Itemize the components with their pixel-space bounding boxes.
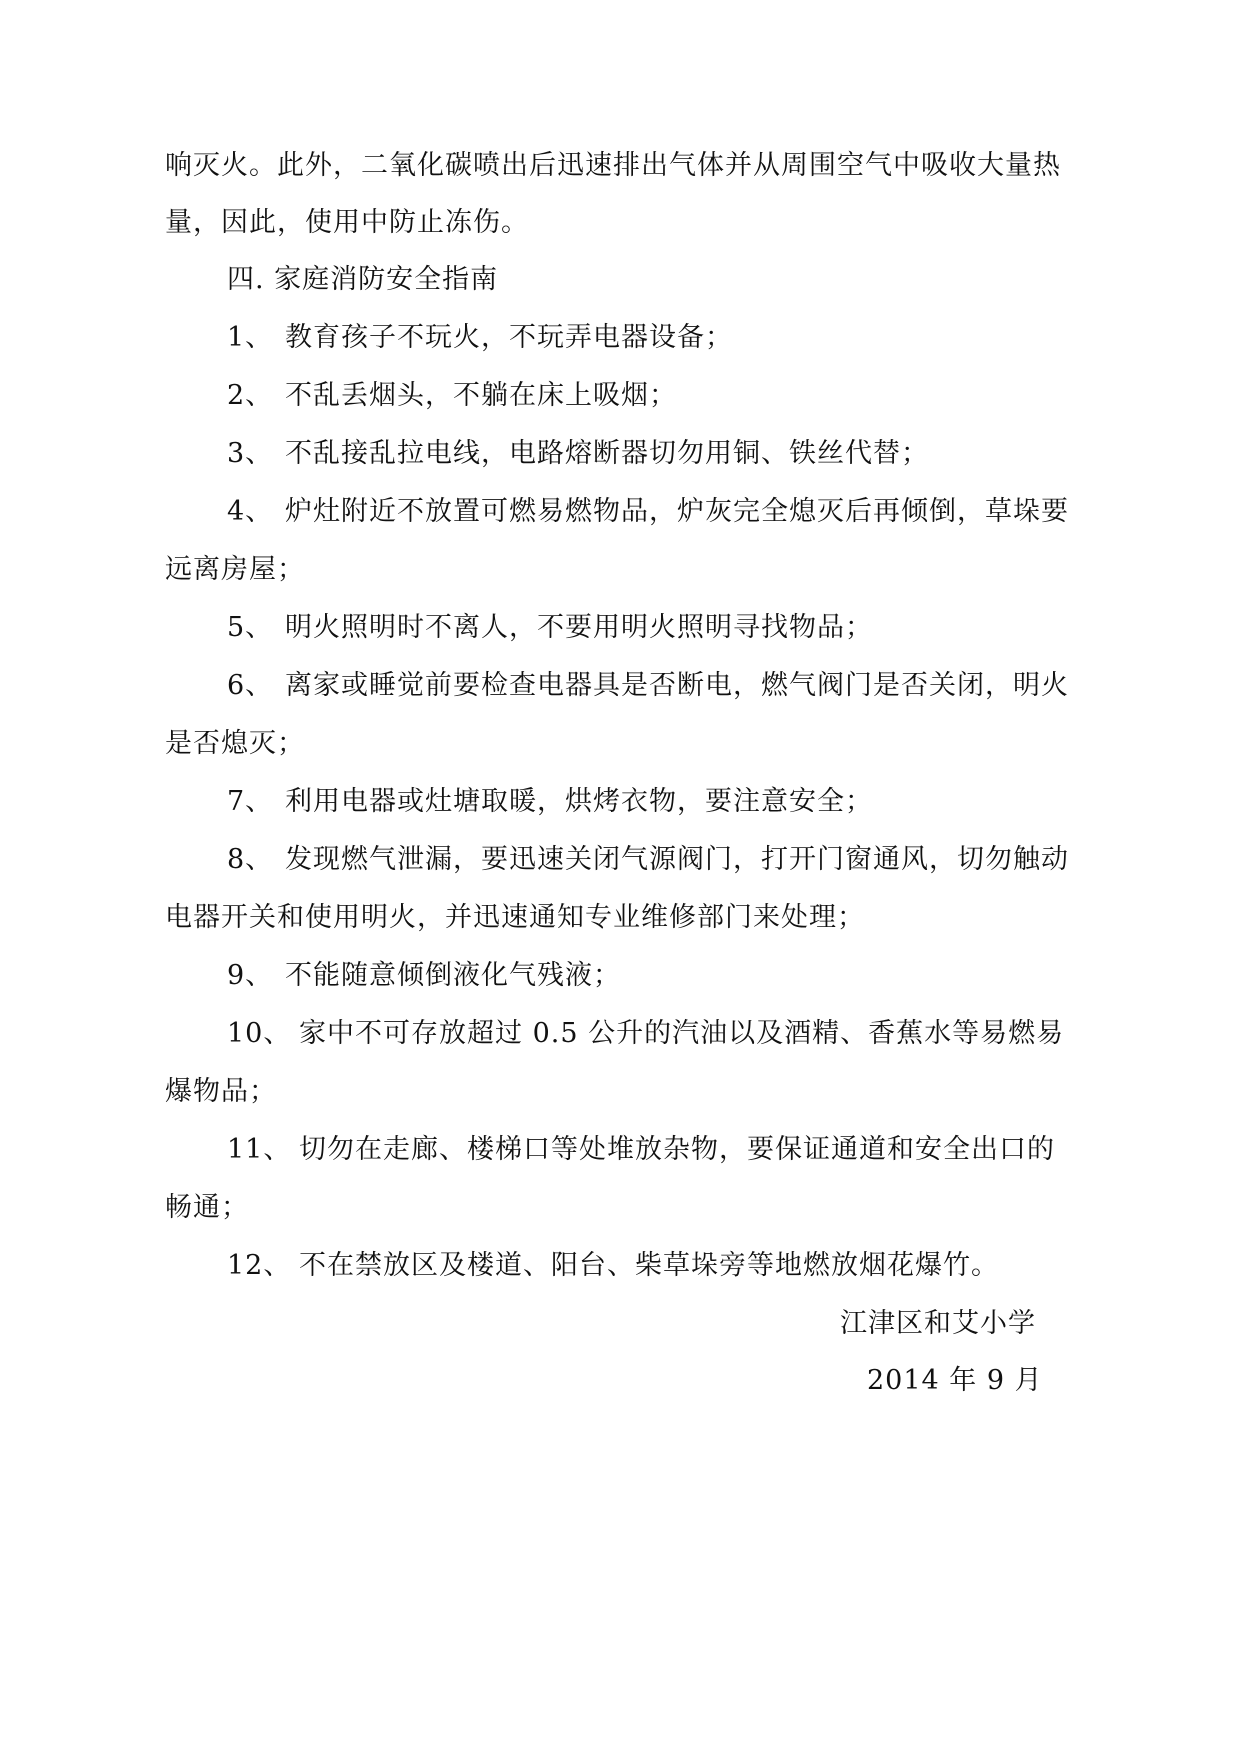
list-item-10 (227, 1016, 1064, 1052)
item-text: 不乱丢烟头，不躺在床上吸烟； (285, 380, 677, 411)
continuation-line-1: 响灭火。此外，二氧化碳喷出后迅速排出气体并从周围空气中吸收大量热 (165, 150, 1061, 181)
continuation-line-2: 量，因此，使用中防止冻伤。 (165, 207, 529, 238)
item-number: 12、 (227, 1250, 292, 1281)
signature-date: 2014 年 9 月 (867, 1365, 1043, 1396)
signature-organization: 江津区和艾小学 (840, 1308, 1036, 1339)
item-text: 离家或睡觉前要检查电器具是否断电，燃气阀门是否关闭，明火 (285, 670, 1069, 701)
list-item-2 (227, 378, 677, 414)
item-text: 不能随意倾倒液化气残液； (285, 960, 621, 991)
list-item-8-continuation: 电器开关和使用明火，并迅速通知专业维修部门来处理； (165, 902, 865, 933)
list-item-6-continuation: 是否熄灭； (165, 728, 305, 759)
item-number: 4、 (227, 496, 274, 527)
item-text: 炉灶附近不放置可燃易燃物品，炉灰完全熄灭后再倾倒，草垛要 (285, 496, 1069, 527)
list-item-5 (227, 610, 873, 646)
item-number: 1、 (227, 322, 274, 353)
item-text: 利用电器或灶塘取暖，烘烤衣物，要注意安全； (285, 786, 873, 817)
item-number: 10、 (227, 1018, 292, 1049)
list-item-6 (227, 668, 1069, 704)
list-item-4 (227, 494, 1069, 530)
item-text: 不乱接乱拉电线，电路熔断器切勿用铜、铁丝代替； (285, 438, 929, 469)
item-number: 3、 (227, 438, 274, 469)
list-item-3 (227, 436, 929, 472)
list-item-9 (227, 958, 621, 994)
list-item-1 (227, 320, 733, 356)
section-heading: 四. 家庭消防安全指南 (227, 264, 499, 295)
item-text: 切勿在走廊、楼梯口等处堆放杂物，要保证通道和安全出口的 (299, 1134, 1055, 1165)
item-number: 2、 (227, 380, 274, 411)
item-number: 9、 (227, 960, 274, 991)
item-text: 明火照明时不离人，不要用明火照明寻找物品； (285, 612, 873, 643)
list-item-10-continuation: 爆物品； (165, 1076, 277, 1107)
list-item-4-continuation: 远离房屋； (165, 554, 305, 585)
item-number: 7、 (227, 786, 274, 817)
item-number: 11、 (227, 1134, 292, 1165)
list-item-8 (227, 842, 1069, 878)
list-item-12 (227, 1248, 999, 1284)
item-number: 6、 (227, 670, 274, 701)
list-item-7 (227, 784, 873, 820)
list-item-11 (227, 1132, 1055, 1168)
item-text: 发现燃气泄漏，要迅速关闭气源阀门，打开门窗通风，切勿触动 (285, 844, 1069, 875)
item-text: 教育孩子不玩火，不玩弄电器设备； (285, 322, 733, 353)
item-text: 家中不可存放超过 0.5 公升的汽油以及酒精、香蕉水等易燃易 (299, 1018, 1065, 1049)
item-number: 8、 (227, 844, 274, 875)
item-text: 不在禁放区及楼道、阳台、柴草垛旁等地燃放烟花爆竹。 (299, 1250, 999, 1281)
list-item-11-continuation: 畅通； (165, 1192, 249, 1223)
item-number: 5、 (227, 612, 274, 643)
